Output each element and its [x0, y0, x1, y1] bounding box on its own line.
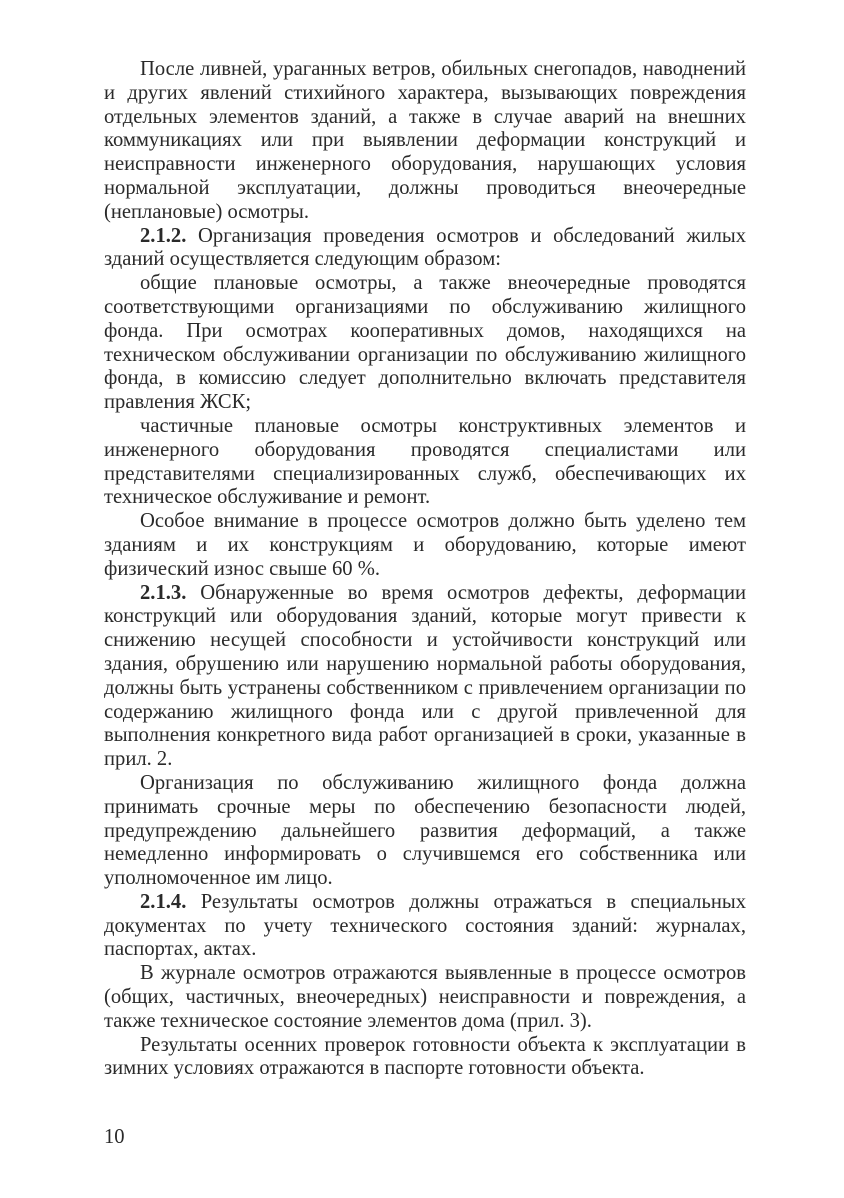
- paragraph-text: Особое внимание в процессе осмотров должно быть уделено тем зданиям и их конструкциям и оборудованию, которые имеют физический износ свыше 60 %.: [104, 510, 746, 580]
- paragraph-2-1-4: [104, 891, 746, 962]
- section-number: 2.1.3.: [140, 581, 187, 604]
- paragraph-general-inspections: [104, 272, 746, 415]
- paragraph-2-1-3: [104, 582, 746, 772]
- paragraph-special-attention: [104, 510, 746, 581]
- paragraph-text: частичные плановые осмотры конструктивных элементов и инженерного оборудования проводятся специалистами или представителями специализированных служб, обеспечивающих их техническое обслуживание и ремонт.: [104, 414, 746, 509]
- paragraph-2-1-2: [104, 225, 746, 273]
- section-number: 2.1.2.: [140, 224, 187, 247]
- paragraph-urgent-measures: [104, 772, 746, 891]
- paragraph-inspection-journal: [104, 962, 746, 1033]
- page-number: 10: [104, 1126, 125, 1148]
- paragraph-unscheduled-inspections: [104, 58, 746, 225]
- paragraph-text: В журнале осмотров отражаются выявленные в процессе осмотров (общих, частичных, внеочередных) неисправности и повреждения, а также техническое состояние элементов дома (прил. 3).: [104, 962, 746, 1032]
- paragraph-partial-inspections: [104, 415, 746, 510]
- paragraph-text: общие плановые осмотры, а также внеочередные проводятся соответствующими организациями по обслуживанию жилищного фонда. При осмотрах кооперативных домов, находящихся на техническом обслуживании организации по обслуживанию жилищного фонда, в комиссию следует дополнительно включать представителя правления ЖСК;: [104, 272, 746, 414]
- section-number: 2.1.4.: [140, 890, 187, 913]
- paragraph-text: Обнаруженные во время осмотров дефекты, деформации конструкций или оборудования зданий, которые могут привести к снижению несущей способности и устойчивости конструкций или здания, обрушению или нарушению нормальной работы оборудования, должны быть устранены собственником с привлечением организации по содержанию жилищного фонда или с другой привлеченной для выполнения конкретного вида работ организацией в сроки, указанные в прил. 2.: [104, 581, 746, 771]
- paragraph-text: После ливней, ураганных ветров, обильных снегопадов, наводнений и других явлений стихийного характера, вызывающих повреждения отдельных элементов зданий, а также в случае аварий на внешних коммуникациях или при выявлении деформации конструкций и неисправности инженерного оборудования, нарушающих условия нормальной эксплуатации, должны проводиться внеочередные (неплановые) осмотры.: [104, 58, 746, 223]
- paragraph-text: Организация проведения осмотров и обследований жилых зданий осуществляется следующим образом:: [104, 224, 746, 271]
- paragraph-text: Результаты осмотров должны отражаться в специальных документах по учету технического состояния зданий: журналах, паспортах, актах.: [104, 890, 746, 961]
- document-body: [104, 58, 746, 1081]
- paragraph-autumn-checks: [104, 1034, 746, 1082]
- paragraph-text: Результаты осенних проверок готовности объекта к эксплуатации в зимних условиях отражаются в паспорте готовности объекта.: [104, 1033, 746, 1080]
- paragraph-text: Организация по обслуживанию жилищного фонда должна принимать срочные меры по обеспечению безопасности людей, предупреждению дальнейшего развития деформаций, а также немедленно информировать о случившемся его собственника или уполномоченное им лицо.: [104, 771, 746, 890]
